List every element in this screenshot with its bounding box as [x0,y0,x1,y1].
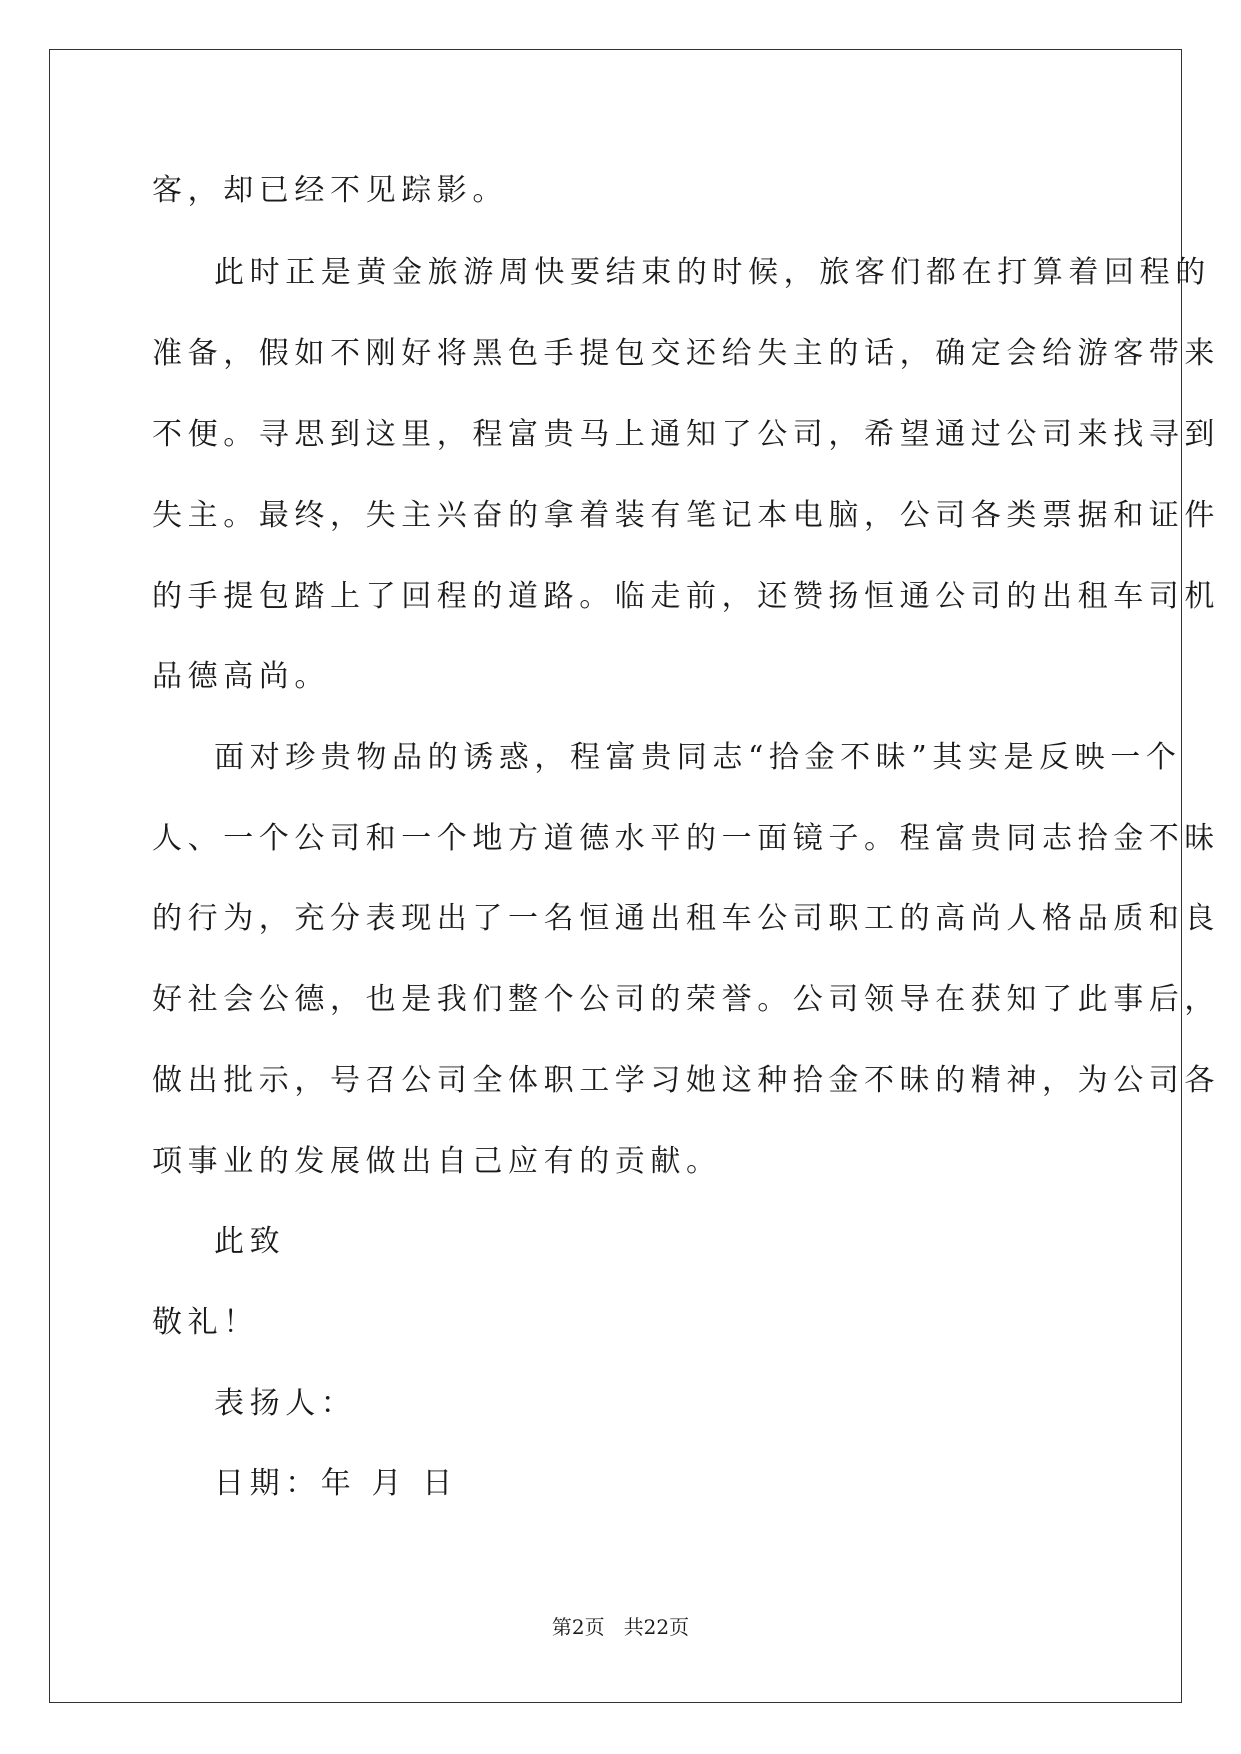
body-line-12: 做出批示，号召公司全体职工学习她这种拾金不昧的精神，为公司各 [152,1063,1220,1098]
body-line-6: 的手提包踏上了回程的道路。临走前，还赞扬恒通公司的出租车司机 [152,579,1220,614]
closing-jingli: 敬礼！ [152,1305,259,1340]
body-line-13: 项事业的发展做出自己应有的贡献。 [152,1144,722,1179]
signature-label: 表扬人： [214,1386,357,1421]
body-line-4: 不便。寻思到这里，程富贵马上通知了公司，希望通过公司来找寻到 [152,417,1220,452]
page-number-footer: 第2页 共22页 [551,1615,690,1639]
body-line-5: 失主。最终，失主兴奋的拿着装有笔记本电脑，公司各类票据和证件 [152,498,1220,533]
body-line-7: 品德高尚。 [152,659,330,694]
body-line-11: 好社会公德，也是我们整个公司的荣誉。公司领导在获知了此事后， [152,982,1220,1017]
body-line-1: 客，却已经不见踪影。 [152,173,508,208]
body-line-9: 人、一个公司和一个地方道德水平的一面镜子。程富贵同志拾金不昧 [152,821,1220,856]
body-line-8: 面对珍贵物品的诱惑，程富贵同志“拾金不昧”其实是反映一个 [214,740,1182,775]
body-line-3: 准备，假如不刚好将黑色手提包交还给失主的话，确定会给游客带来 [152,336,1220,371]
closing-cizhi: 此致 [214,1224,286,1259]
body-line-2: 此时正是黄金旅游周快要结束的时候，旅客们都在打算着回程的 [214,255,1211,290]
body-line-10: 的行为，充分表现出了一名恒通出租车公司职工的高尚人格品质和良 [152,901,1220,936]
date-label: 日期：年 月 日 [214,1466,458,1501]
page-border [49,49,1182,1703]
